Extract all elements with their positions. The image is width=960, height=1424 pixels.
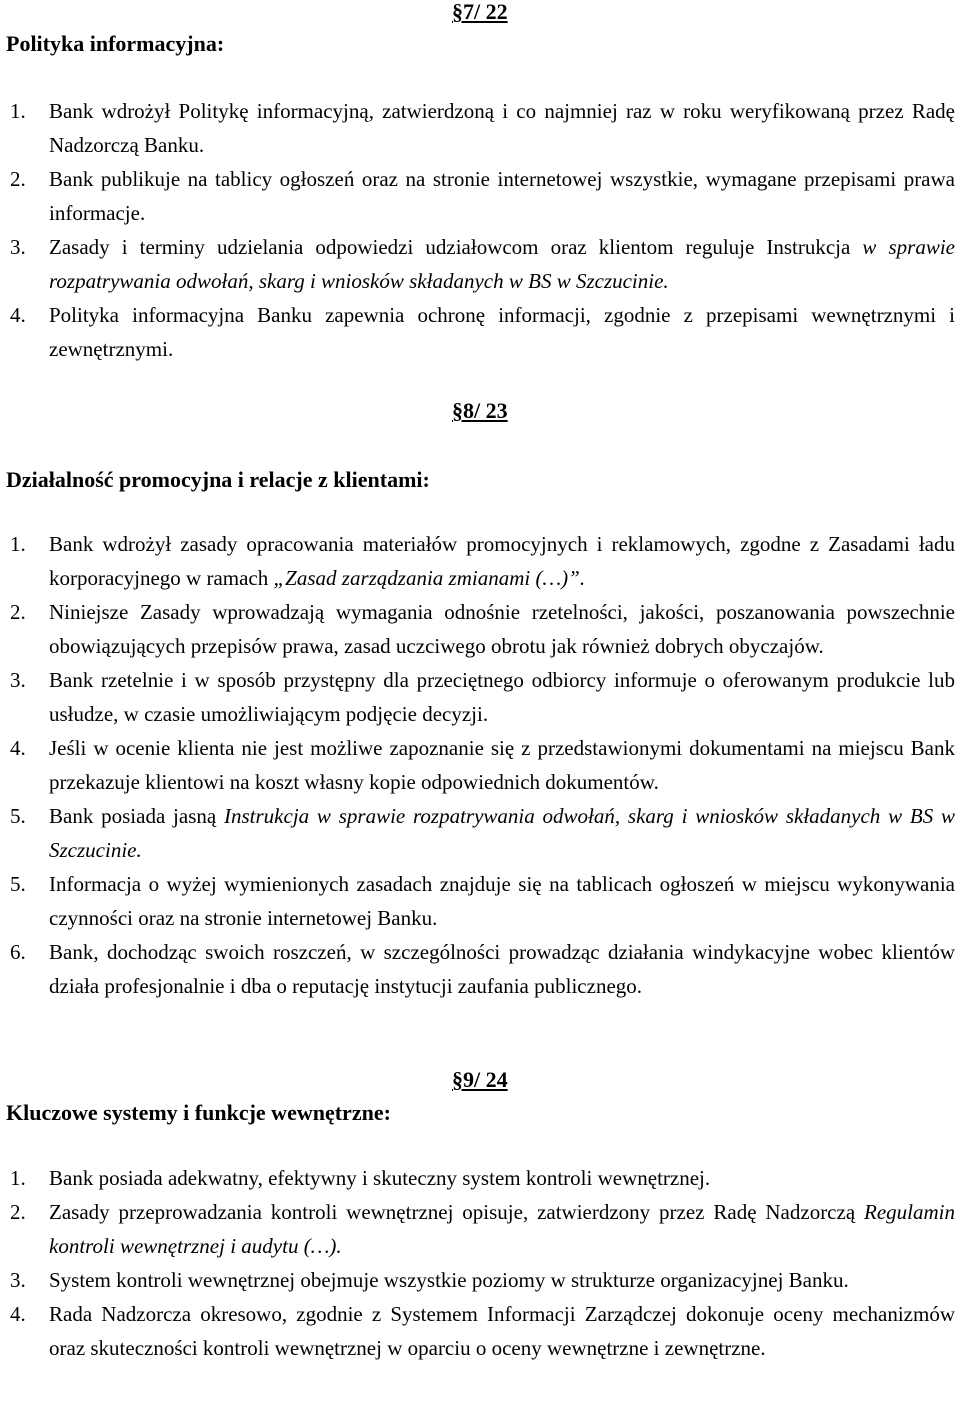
list-item: 2. Bank publikuje na tablicy ogłoszeń oraz na stronie internetowej wszystkie, wymagane przepisami prawa informacje. <box>10 167 955 225</box>
list-item: 1. Bank wdrożył zasady opracowania materiałów promocyjnych i reklamowych, zgodne z Zasadami ładu korporacyjnego w ramach „Zasad zarządzania zmianami (…)”. <box>10 532 955 590</box>
section-9-title: Kluczowe systemy i funkcje wewnętrzne: <box>6 1100 391 1125</box>
section-9-number: §9/ 24 <box>452 1067 508 1092</box>
section-7-title: Polityka informacyjna: <box>6 31 225 56</box>
section-8-title: Działalność promocyjna i relacje z klientami: <box>6 467 430 492</box>
list-item: 1. Bank posiada adekwatny, efektywny i skuteczny system kontroli wewnętrznej. <box>10 1166 711 1190</box>
list-item: 3. Bank rzetelnie i w sposób przystępny dla przeciętnego odbiorcy informuje o oferowanym produkcie lub usłudze, w czasie umożliwiającym podjęcie decyzji. <box>10 668 955 726</box>
list-item: 2. Niniejsze Zasady wprowadzają wymagania odnośnie rzetelności, jakości, poszanowania powszechnie obowiązujących przepisów prawa, zasad uczciwego obrotu jak również dobrych obyczajów. <box>10 600 955 658</box>
list-item: 5. Informacja o wyżej wymienionych zasadach znajduje się na tablicach ogłoszeń w miejscu wykonywania czynności oraz na stronie internetowej Banku. <box>10 872 955 930</box>
list-item: 5. Bank posiada jasną Instrukcja w sprawie rozpatrywania odwołań, skarg i wniosków składanych w BS w Szczucinie. <box>10 804 956 862</box>
list-item: 3. System kontroli wewnętrznej obejmuje wszystkie poziomy w strukturze organizacyjnej Banku. <box>10 1268 849 1292</box>
list-item: 1. Bank wdrożył Politykę informacyjną, zatwierdzoną i co najmniej raz w roku weryfikowaną przez Radę Nadzorczą Banku. <box>10 99 955 157</box>
section-8-number: §8/ 23 <box>452 398 508 423</box>
section-9-list <box>0 1161 955 1365</box>
section-7-list <box>0 94 955 366</box>
list-item: 4. Jeśli w ocenie klienta nie jest możliwe zapoznanie się z przedstawionymi dokumentami na miejscu Bank przekazuje klientowi na koszt własny kopie odpowiednich dokumentów. <box>10 736 955 794</box>
list-item: 4. Polityka informacyjna Banku zapewnia ochronę informacji, zgodnie z przepisami wewnętrznymi i zewnętrznymi. <box>10 303 955 361</box>
list-item: 3. Zasady i terminy udzielania odpowiedzi udziałowcom oraz klientom reguluje Instrukcja w sprawie rozpatrywania odwołań, skarg i wniosków składanych w BS w Szczucinie. <box>10 235 956 293</box>
section-8-list <box>0 527 955 1003</box>
list-item: 6. Bank, dochodząc swoich roszczeń, w szczególności prowadząc działania windykacyjne wobec klientów działa profesjonalnie i dba o reputację instytucji zaufania publicznego. <box>10 940 955 998</box>
list-item: 4. Rada Nadzorcza okresowo, zgodnie z Systemem Informacji Zarządczej dokonuje oceny mechanizmów oraz skuteczności kontroli wewnętrznej w oparciu o oceny wewnętrzne i zewnętrzne. <box>10 1302 955 1360</box>
list-item: 2. Zasady przeprowadzania kontroli wewnętrznej opisuje, zatwierdzony przez Radę Nadzorczą Regulamin kontroli wewnętrznej i audytu (…). <box>10 1200 956 1258</box>
section-7-number: §7/ 22 <box>452 0 508 24</box>
